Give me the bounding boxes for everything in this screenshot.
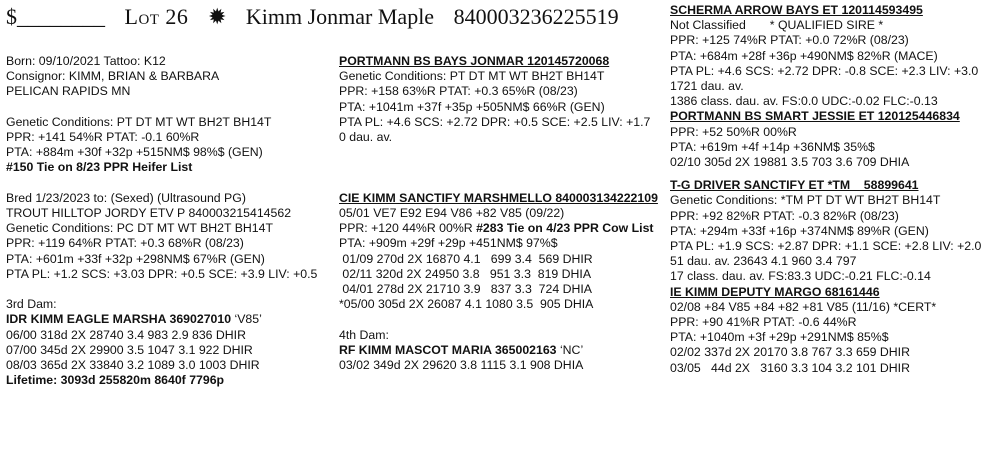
granddam-ppr: PPR: +52 50%R 00%R xyxy=(670,124,797,139)
mgs2-class-daughters: 17 class. dau. av. FS:83.3 UDC:-0.21 FLC:-0.14 xyxy=(670,269,931,284)
pta-line: PTA: +884m +30f +32p +515NM$ 98%$ (GEN) xyxy=(6,145,263,160)
record-line: 03/02 349d 2X 29620 3.8 1115 3.1 908 DHIA xyxy=(339,358,584,372)
animal-info-column xyxy=(6,54,331,388)
sun-icon: ✹ xyxy=(207,4,227,29)
dam-ppr: PPR: +120 44%R 00%R xyxy=(339,221,477,236)
record-line: 07/00 345d 2X 29900 3.5 1047 3.1 922 DHIR xyxy=(6,342,253,357)
mgs2-pta-pl: PTA PL: +1.9 SCS: +2.87 DPR: +1.1 SCE: +2.8 LIV: +2.0 xyxy=(670,239,982,254)
bred-line: Bred 1/23/2023 to: (Sexed) (Ultrasound PG) xyxy=(6,190,246,205)
registration-number: 840003236225519 xyxy=(453,4,619,29)
third-dam-score: ‘V85’ xyxy=(231,312,262,327)
consignor-line: Consignor: KIMM, BRIAN & BARBARA xyxy=(6,69,220,84)
mgs2-pta: PTA: +294m +33f +16p +374NM$ 89%R (GEN) xyxy=(670,223,929,238)
mgs2-daughters: 51 dau. av. 23643 4.1 960 3.4 797 xyxy=(670,254,857,269)
bred-pta: PTA: +601m +33f +32p +298NM$ 67%R (GEN) xyxy=(6,251,265,266)
mgs2-ppr: PPR: +92 82%R PTAT: -0.3 82%R (08/23) xyxy=(670,208,899,223)
sire-ppr: PPR: +158 63%R PTAT: +0.3 65%R (08/23) xyxy=(339,84,578,99)
pedigree-middle-column xyxy=(339,54,664,373)
record-line: 08/03 365d 2X 33840 3.2 1089 3.0 1003 DHIR xyxy=(6,358,260,373)
bred-sire: TROUT HILLTOP JORDY ETV P 840003215414562 xyxy=(6,206,292,220)
fourth-dam-name: RF KIMM MASCOT MARIA 365002163 xyxy=(339,342,557,357)
animal-name: Kimm Jonmar Maple xyxy=(245,4,435,29)
dam-classification: 05/01 VE7 E92 E94 V86 +82 V85 (09/22) xyxy=(339,205,565,220)
granddam-record: 02/10 305d 2X 19881 3.5 703 3.6 709 DHIA xyxy=(670,155,910,170)
price-blank: $________ xyxy=(6,4,105,29)
granddam-pta: PTA: +619m +4f +14p +36NM$ 35%$ xyxy=(670,139,875,154)
granddam2-ppr: PPR: +90 41%R PTAT: -0.6 44%R xyxy=(670,315,857,330)
born-line: Born: 09/10/2021 Tattoo: K12 xyxy=(6,54,166,68)
pedigree-right-column xyxy=(670,3,998,376)
record-line: 02/11 320d 2X 24950 3.8 951 3.3 819 DHIA xyxy=(339,266,592,281)
dam-ppr-tie: #283 Tie on 4/23 PPR Cow List xyxy=(476,221,654,236)
record-line: 03/05 44d 2X 3160 3.3 104 3.2 101 DHIR xyxy=(670,360,910,375)
mgs2-name: T-G DRIVER SANCTIFY ET *TM 58899641 xyxy=(670,178,919,193)
sire-pta-pl: PTA PL: +4.6 SCS: +2.72 DPR: +0.5 SCE: +2.5 LIV: +1.7 xyxy=(339,114,651,129)
sire-pta: PTA: +1041m +37f +35p +505NM$ 66%R (GEN) xyxy=(339,99,605,114)
dam-pta: PTA: +909m +29f +29p +451NM$ 97%$ xyxy=(339,236,558,251)
record-line: 06/00 318d 2X 28740 3.4 983 2.9 836 DHIR xyxy=(6,327,246,342)
ppr-line: PPR: +141 54%R PTAT: -0.1 60%R xyxy=(6,130,200,144)
lot-header xyxy=(6,4,633,34)
granddam2-pta: PTA: +1040m +3f +29p +291NM$ 85%$ xyxy=(670,330,889,345)
record-line: 01/09 270d 2X 16870 4.1 699 3.4 569 DHIR xyxy=(339,251,593,266)
record-line: 02/02 337d 2X 20170 3.8 767 3.3 659 DHIR xyxy=(670,345,910,360)
consignor-city: PELICAN RAPIDS MN xyxy=(6,84,131,99)
ppr-heifer-tie: #150 Tie on 8/23 PPR Heifer List xyxy=(6,160,193,175)
dam-name: CIE KIMM SANCTIFY MARSHMELLO 840003134222109 xyxy=(339,190,658,205)
mgs-pta-pl: PTA PL: +4.6 SCS: +2.72 DPR: -0.8 SCE: +2.3 LIV: +3.0 xyxy=(670,63,979,78)
lot-number: Lot 26 xyxy=(124,4,189,29)
lifetime-line: Lifetime: 3093d 255820m 8640f 7796p xyxy=(6,373,225,388)
mgs-daughters: 1721 dau. av. xyxy=(670,79,744,94)
bred-genetic-conditions: Genetic Conditions: PC DT MT WT BH2T BH14T xyxy=(6,221,273,236)
mgs-classification: Not Classified * QUALIFIED SIRE * xyxy=(670,18,884,33)
fourth-dam-label: 4th Dam: xyxy=(339,327,389,342)
mgs-ppr: PPR: +125 74%R PTAT: +0.0 72%R (08/23) xyxy=(670,33,909,48)
record-line: *05/00 305d 2X 26087 4.1 1080 3.5 905 DHIA xyxy=(339,297,594,312)
third-dam-name: IDR KIMM EAGLE MARSHA 369027010 xyxy=(6,312,232,327)
mgs-pta: PTA: +684m +28f +36p +490NM$ 82%R (MACE) xyxy=(670,48,938,63)
fourth-dam-score: ‘NC’ xyxy=(556,342,584,357)
mgs-name: SCHERMA ARROW BAYS ET 120114593495 xyxy=(670,3,923,17)
granddam2-name: IE KIMM DEPUTY MARGO 68161446 xyxy=(670,284,880,299)
sire-daughters: 0 dau. av. xyxy=(339,130,393,145)
sire-genetic-conditions: Genetic Conditions: PT DT MT WT BH2T BH14T xyxy=(339,69,605,84)
mgs2-genetic-conditions: Genetic Conditions: *TM PT DT WT BH2T BH14T xyxy=(670,193,941,208)
bred-ppr: PPR: +119 64%R PTAT: +0.3 68%R (08/23) xyxy=(6,236,244,251)
granddam2-classification: 02/08 +84 V85 +84 +82 +81 V85 (11/16) *CERT* xyxy=(670,299,937,314)
sire-name: PORTMANN BS BAYS JONMAR 120145720068 xyxy=(339,54,610,68)
bred-pta-pl: PTA PL: +1.2 SCS: +3.03 DPR: +0.5 SCE: +3.9 LIV: +0.5 xyxy=(6,266,318,281)
record-line: 04/01 278d 2X 21710 3.9 837 3.3 724 DHIA xyxy=(339,282,592,296)
granddam-name: PORTMANN BS SMART JESSIE ET 120125446834 xyxy=(670,109,960,124)
genetic-conditions: Genetic Conditions: PT DT MT WT BH2T BH14T xyxy=(6,114,272,129)
third-dam-label: 3rd Dam: xyxy=(6,297,57,312)
mgs-class-daughters: 1386 class. dau. av. FS:0.0 UDC:-0.02 FLC:-0.13 xyxy=(670,94,938,109)
